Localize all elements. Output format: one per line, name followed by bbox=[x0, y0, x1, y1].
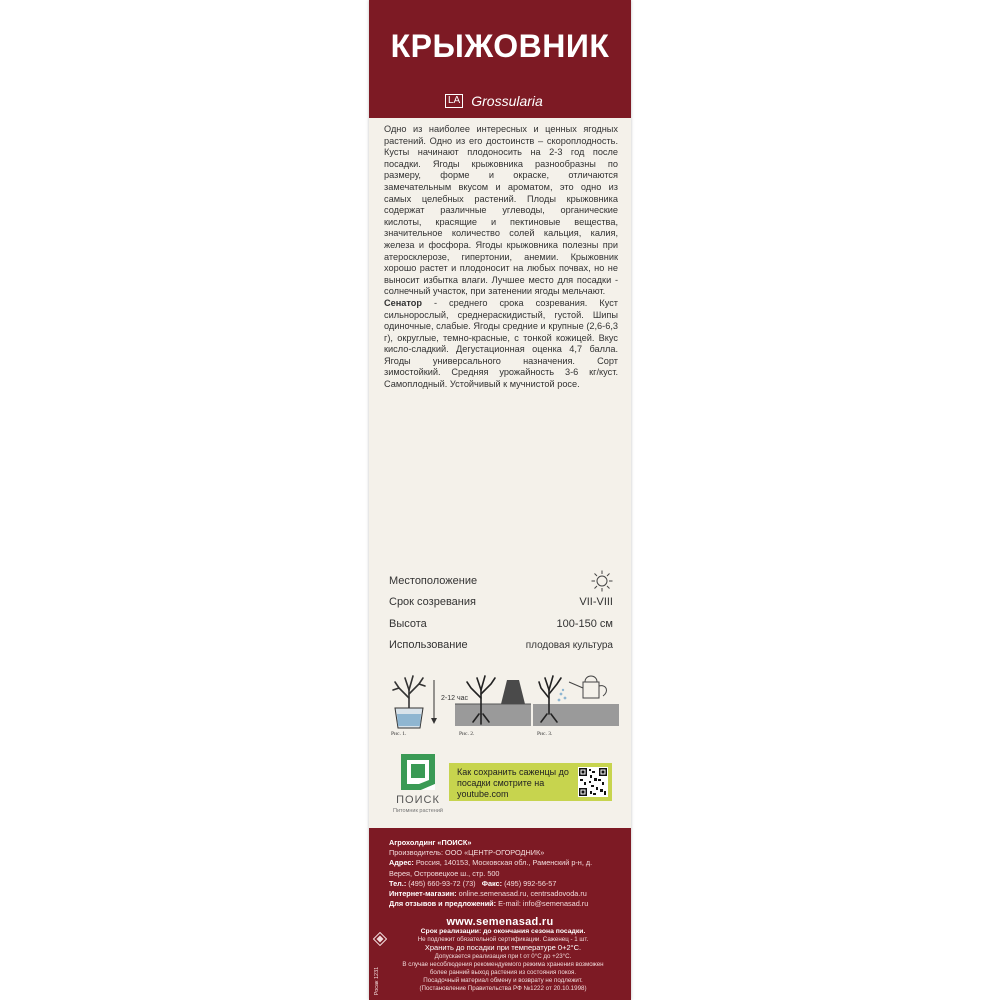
return-policy: Посадочный материал обмену и возврату не подлежит. bbox=[423, 977, 583, 985]
planting-pictograms bbox=[385, 668, 617, 740]
spec-location-label: Местоположение bbox=[389, 574, 478, 587]
qr-code-icon[interactable] bbox=[578, 767, 608, 797]
product-code: Росак 1231 bbox=[374, 966, 381, 996]
fig2-label: Рис. 2. bbox=[459, 731, 475, 737]
soak-time-label: 2-12 час bbox=[441, 695, 468, 702]
storage-temp-2: Допускается реализация при t от 0°С до +23°С. bbox=[434, 952, 572, 960]
specs-table bbox=[389, 570, 613, 656]
tel-value: (495) 660-93-72 (73) bbox=[408, 878, 476, 888]
promo-box bbox=[449, 763, 612, 801]
variety-text: - среднего срока созревания. Куст сильнорослый, среднераскидистый, густой. Шипы одиночные, слабые. Ягоды средние и крупные (2,6-6,3 г), округлые, темно-красные, с тонкой кожицей. Вкус кисло-сладкий. Дегустационная оценка 4,7 балла. Ягоды универсального назначения. Сорт зимостойкий. Средняя урожайность 3-6 кг/куст. Самоплодный. Устойчивый к мучнистой росе. bbox=[384, 297, 618, 390]
description bbox=[384, 124, 618, 391]
header-band bbox=[369, 0, 631, 118]
spec-location bbox=[389, 570, 613, 592]
gov-decree: (Постановление Правительства РФ №1222 от 20.10.1998) bbox=[419, 985, 587, 993]
storage-notes bbox=[393, 928, 613, 994]
poisk-logo-icon bbox=[397, 752, 439, 792]
footer-band bbox=[369, 828, 631, 1000]
shop-label: Интернет-магазин: bbox=[389, 889, 457, 899]
latin-name: Grossularia bbox=[471, 93, 543, 109]
spec-height bbox=[389, 613, 613, 635]
spec-usage bbox=[389, 635, 613, 657]
certification-mark-icon bbox=[373, 932, 387, 946]
website-link[interactable]: www.semenasad.ru bbox=[446, 916, 554, 928]
latin-name-row bbox=[445, 93, 543, 109]
feedback-label: Для отзывов и предложений: bbox=[389, 899, 497, 909]
fig3-label: Рис. 3. bbox=[537, 731, 553, 737]
certification-note: Не подлежит обязательной сертификации. Саженец - 1 шт. bbox=[417, 936, 589, 944]
brand-name: ПОИСК bbox=[396, 794, 440, 806]
product-package bbox=[369, 0, 631, 1000]
spec-ripening bbox=[389, 592, 613, 614]
variety-name: Сенатор bbox=[384, 297, 423, 308]
storage-temp: Хранить до посадки при температуре 0+2°С. bbox=[424, 943, 582, 953]
product-title: КРЫЖОВНИК bbox=[390, 28, 610, 64]
spec-height-value: 100-150 см bbox=[556, 617, 613, 630]
fig1-label: Рис. 1. bbox=[391, 731, 407, 737]
address-value: Россия, 140153, Московская обл., Раменский р-н, д. Верея, Островецкое ш., стр. 500 bbox=[389, 858, 593, 878]
planting-hole-icon bbox=[455, 668, 531, 732]
variety-description bbox=[384, 298, 618, 391]
promo-text: Как сохранить саженцы до посадки смотрите на youtube.com bbox=[457, 767, 569, 799]
spec-height-label: Высота bbox=[389, 617, 427, 630]
company-info bbox=[389, 838, 617, 909]
fax-label: Факс: bbox=[481, 878, 503, 888]
spec-usage-label: Использование bbox=[389, 639, 468, 652]
watering-icon bbox=[533, 668, 619, 732]
shelf-life: Срок реализации: до окончания сезона посадки. bbox=[420, 928, 586, 935]
arrow-down-icon bbox=[429, 678, 439, 726]
la-badge: LA bbox=[445, 94, 463, 108]
brand-subtitle: Питомник растений bbox=[393, 808, 443, 814]
fax-value: (495) 992-56-57 bbox=[504, 878, 557, 888]
spec-usage-value: плодовая культура bbox=[525, 639, 613, 651]
shop-link[interactable]: online.semenasad.ru, centrsadovoda.ru bbox=[458, 889, 587, 899]
storage-warning: В случае несоблюдения рекомендуемого режима хранения возможен более ранний выход растения из состояния покоя. bbox=[402, 960, 604, 977]
feedback-email[interactable]: E-mail: info@semenasad.ru bbox=[498, 899, 589, 909]
sun-icon bbox=[591, 570, 613, 592]
holding-name: Агрохолдинг «ПОИСК» bbox=[389, 838, 472, 847]
spec-ripening-value: VII-VIII bbox=[579, 596, 613, 609]
description-intro: Одно из наиболее интересных и ценных ягодных растений. Одно из его достоинств – скороплодность. Кусты начинают плодоносить на 2-3 год после посадки. Ягоды крыжовника разнообразны по размеру, форме и окраске, отличаются замечательным вкусом и ароматом, это одно из самых целебных растений. Плоды крыжовника содержат различные углеводы, органические кислоты, красящие и пектиновые вещества, значительное количество солей кальция, калия, железа и фосфора. Ягоды крыжовника полезны при атеросклерозе, гипертонии, анемии. Крыжовник хорошо растет и плодоносит на любых почвах, но не выносит избытка влаги. Лучшее место для посадки - солнечный участок, при затенении ягоды мельчают. bbox=[384, 124, 618, 297]
tel-label: Тел.: bbox=[389, 878, 407, 888]
address-label: Адрес: bbox=[389, 858, 414, 868]
maker-value: ООО «ЦЕНТР-ОГОРОДНИК» bbox=[445, 848, 545, 858]
spec-ripening-label: Срок созревания bbox=[389, 596, 476, 609]
brand-logo bbox=[387, 752, 449, 826]
maker-label: Производитель: bbox=[389, 848, 443, 858]
